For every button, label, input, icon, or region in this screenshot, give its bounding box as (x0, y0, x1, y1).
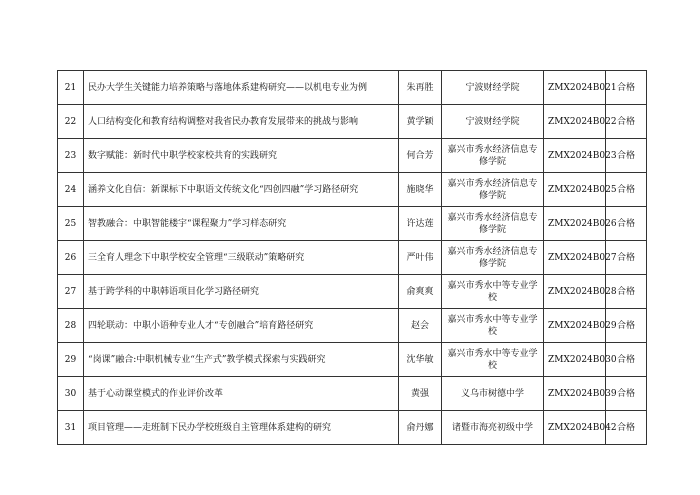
table-row (58, 275, 647, 309)
project-code-cell: ZMX2024B027 (544, 241, 606, 275)
row-number-cell: 23 (58, 139, 84, 173)
table-row (58, 71, 647, 105)
project-title-cell: 人口结构变化和教育结构调整对我省民办教育发展带来的挑战与影响 (84, 105, 399, 139)
organization-cell: 嘉兴市秀水中等专业学校 (442, 309, 544, 343)
organization-cell: 宁波财经学院 (442, 71, 544, 105)
project-title-cell: 基于跨学科的中职韩语项目化学习路径研究 (84, 275, 399, 309)
result-status-cell: 合格 (606, 411, 647, 445)
result-status-cell: 合格 (606, 309, 647, 343)
project-code-cell: ZMX2024B025 (544, 173, 606, 207)
author-name-cell: 朱再胜 (399, 71, 442, 105)
project-code-cell: ZMX2024B042 (544, 411, 606, 445)
result-status-cell: 合格 (606, 241, 647, 275)
project-title-cell: 三全育人理念下中职学校安全管理“三级联动”策略研究 (84, 241, 399, 275)
table-row (58, 309, 647, 343)
author-name-cell: 俞丹娜 (399, 411, 442, 445)
project-title-cell: 涵养文化自信：新课标下中职语文传统文化“四创四融”学习路径研究 (84, 173, 399, 207)
project-title-cell: 基于心动课堂模式的作业评价改革 (84, 377, 399, 411)
organization-cell: 嘉兴市秀水经济信息专修学院 (442, 207, 544, 241)
organization-cell: 宁波财经学院 (442, 105, 544, 139)
row-number-cell: 29 (58, 343, 84, 377)
author-name-cell: 施晓华 (399, 173, 442, 207)
row-number-cell: 26 (58, 241, 84, 275)
result-status-cell: 合格 (606, 343, 647, 377)
result-status-cell: 合格 (606, 377, 647, 411)
row-number-cell: 22 (58, 105, 84, 139)
project-code-cell: ZMX2024B023 (544, 139, 606, 173)
project-title-cell: 项目管理——走班制下民办学校班级自主管理体系建构的研究 (84, 411, 399, 445)
author-name-cell: 沈华敏 (399, 343, 442, 377)
table-row (58, 105, 647, 139)
organization-cell: 义乌市树德中学 (442, 377, 544, 411)
row-number-cell: 27 (58, 275, 84, 309)
organization-cell: 嘉兴市秀水经济信息专修学院 (442, 173, 544, 207)
row-number-cell: 25 (58, 207, 84, 241)
table-row (58, 139, 647, 173)
results-table (57, 70, 647, 445)
row-number-cell: 21 (58, 71, 84, 105)
project-code-cell: ZMX2024B029 (544, 309, 606, 343)
result-status-cell: 合格 (606, 207, 647, 241)
author-name-cell: 赵会 (399, 309, 442, 343)
author-name-cell: 何合芳 (399, 139, 442, 173)
result-status-cell: 合格 (606, 173, 647, 207)
organization-cell: 嘉兴市秀水经济信息专修学院 (442, 139, 544, 173)
row-number-cell: 24 (58, 173, 84, 207)
organization-cell: 嘉兴市秀水中等专业学校 (442, 275, 544, 309)
table-row (58, 377, 647, 411)
organization-cell: 嘉兴市秀水经济信息专修学院 (442, 241, 544, 275)
table-row (58, 173, 647, 207)
result-status-cell: 合格 (606, 139, 647, 173)
author-name-cell: 俞爽爽 (399, 275, 442, 309)
project-code-cell: ZMX2024B026 (544, 207, 606, 241)
table-row (58, 343, 647, 377)
table-row (58, 207, 647, 241)
row-number-cell: 28 (58, 309, 84, 343)
project-code-cell: ZMX2024B039 (544, 377, 606, 411)
result-status-cell: 合格 (606, 275, 647, 309)
project-code-cell: ZMX2024B028 (544, 275, 606, 309)
organization-cell: 嘉兴市秀水中等专业学校 (442, 343, 544, 377)
row-number-cell: 30 (58, 377, 84, 411)
results-table-body (58, 71, 647, 445)
author-name-cell: 严叶伟 (399, 241, 442, 275)
author-name-cell: 许达莲 (399, 207, 442, 241)
row-number-cell: 31 (58, 411, 84, 445)
project-code-cell: ZMX2024B030 (544, 343, 606, 377)
project-title-cell: 数字赋能：新时代中职学校家校共育的实践研究 (84, 139, 399, 173)
organization-cell: 诸暨市海亮初级中学 (442, 411, 544, 445)
author-name-cell: 黄学颖 (399, 105, 442, 139)
project-code-cell: ZMX2024B021 (544, 71, 606, 105)
author-name-cell: 黄强 (399, 377, 442, 411)
project-code-cell: ZMX2024B022 (544, 105, 606, 139)
table-row (58, 411, 647, 445)
project-title-cell: 智教融合：中职智能楼宇“课程聚力”学习样态研究 (84, 207, 399, 241)
project-title-cell: “岗课”融合:中职机械专业“生产式”教学模式探索与实践研究 (84, 343, 399, 377)
table-row (58, 241, 647, 275)
result-status-cell: 合格 (606, 71, 647, 105)
project-title-cell: 民办大学生关键能力培养策略与落地体系建构研究——以机电专业为例 (84, 71, 399, 105)
result-status-cell: 合格 (606, 105, 647, 139)
project-title-cell: 四轮联动：中职小语种专业人才“专创融合”培育路径研究 (84, 309, 399, 343)
